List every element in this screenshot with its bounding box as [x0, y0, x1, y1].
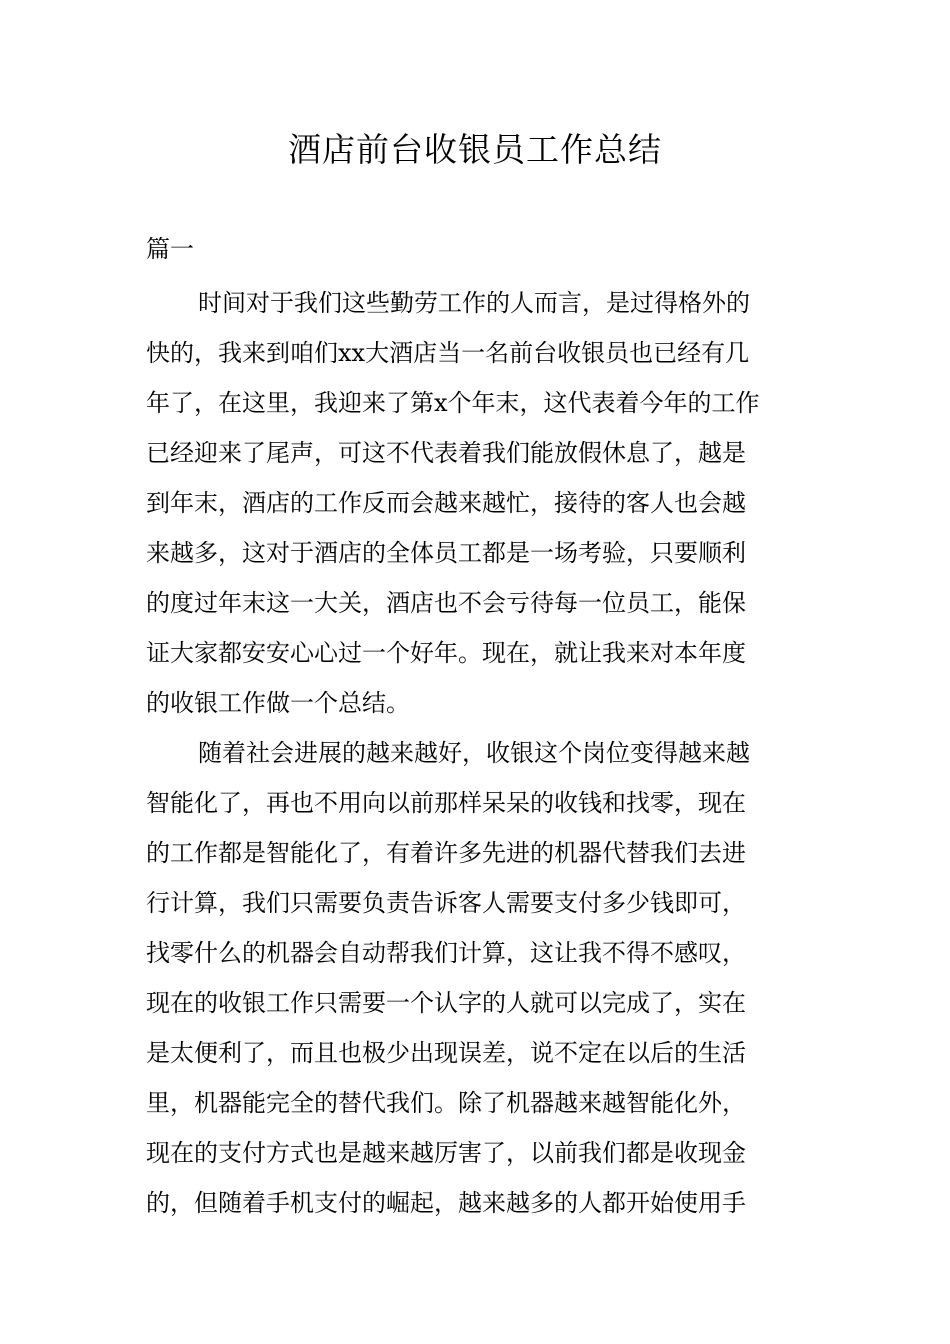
- paragraph-line: 是太便利了，而且也极少出现误差，说不定在以后的生活: [146, 1039, 746, 1067]
- document-title: 酒店前台收银员工作总结: [288, 130, 662, 169]
- paragraph-line: 现在的支付方式也是越来越厉害了，以前我们都是收现金: [146, 1139, 746, 1167]
- paragraph-line: 到年末，酒店的工作反而会越来越忙，接待的客人也会越: [146, 489, 746, 517]
- paragraph-line: 的，但随着手机支付的崛起，越来越多的人都开始使用手: [146, 1189, 746, 1217]
- paragraph-line: 证大家都安安心心过一个好年。现在，就让我来对本年度: [146, 639, 746, 667]
- paragraph-line: 找零什么的机器会自动帮我们计算，这让我不得不感叹，: [146, 939, 746, 967]
- paragraph-line: 年了，在这里，我迎来了第x个年末，这代表着今年的工作: [146, 389, 760, 417]
- section-label: 篇一: [146, 235, 194, 263]
- paragraph-line: 来越多，这对于酒店的全体员工都是一场考验，只要顺利: [146, 539, 746, 567]
- paragraph-line: 已经迎来了尾声，可这不代表着我们能放假休息了，越是: [146, 439, 746, 467]
- paragraph-line: 快的，我来到咱们xx大酒店当一名前台收银员也已经有几: [146, 339, 750, 367]
- paragraph-line: 随着社会进展的越来越好，收银这个岗位变得越来越: [198, 739, 750, 767]
- paragraph-line: 的度过年末这一大关，酒店也不会亏待每一位员工，能保: [146, 589, 746, 617]
- paragraph-line: 的收银工作做一个总结。: [146, 689, 410, 717]
- body-text: [146, 278, 806, 1228]
- paragraph-line: 现在的收银工作只需要一个认字的人就可以完成了，实在: [146, 989, 746, 1017]
- paragraph-line: 里，机器能完全的替代我们。除了机器越来越智能化外，: [146, 1089, 746, 1117]
- paragraph-line: 行计算，我们只需要负责告诉客人需要支付多少钱即可，: [146, 889, 746, 917]
- paragraph-line: 的工作都是智能化了，有着许多先进的机器代替我们去进: [146, 839, 746, 867]
- paragraph-line: 时间对于我们这些勤劳工作的人而言，是过得格外的: [198, 289, 750, 317]
- paragraph-line: 智能化了，再也不用向以前那样呆呆的收钱和找零，现在: [146, 789, 746, 817]
